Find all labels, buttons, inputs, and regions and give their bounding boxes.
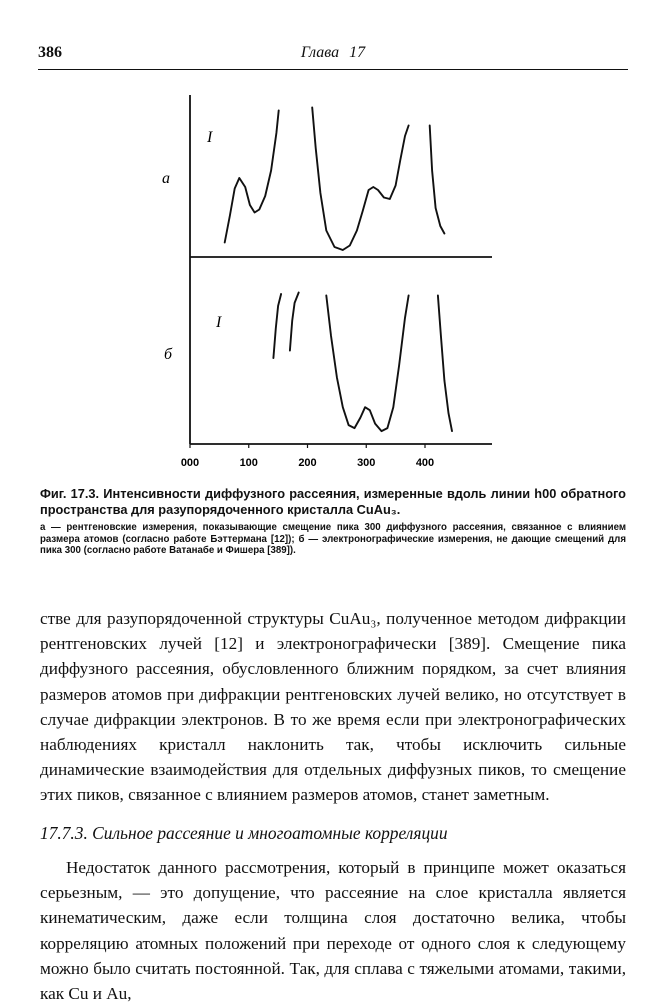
- panel-a-label: а: [162, 170, 170, 187]
- x-tick-label: 200: [298, 457, 317, 469]
- paragraph-2-text: Недостаток данного рассмотрения, который в принципе может оказаться серьезным, — это допущение, что рассеяние на слое кристалла является кинематическим, даже если толщина слоя достаточно велика, чтобы корреляцию атомных положений при переходе от одного слоя к следующему можно было считать постоянной. Так, для сплава с тяжелыми атомами, такими, как Cu и Au,: [40, 858, 626, 1004]
- body-paragraph-2: [40, 855, 626, 1006]
- intensity-curve-panel-a-segment-1: [225, 111, 279, 243]
- curve-a-ylabel: I: [207, 129, 213, 146]
- figure-curves: [225, 108, 452, 432]
- running-head-chapter-number: 17: [349, 44, 366, 61]
- figure-ticks: [181, 444, 434, 469]
- section-heading: 17.7.3. Сильное рассеяние и многоатомные корреляции: [40, 823, 448, 843]
- caption-legend: а — рентгеновские измерения, показывающие смещение пика 300 диффузного рассеяния, связанное с влиянием размера атомов (согласно работе Бэттермана [12]); б — электронографические измерения, не дающие смещений для пика 300 (согласно работе Ватанабе и Фишера [389]).: [40, 522, 626, 557]
- intensity-curve-panel-a-segment-2: [312, 108, 408, 251]
- intensity-curve-panel-b-segment-4: [438, 296, 452, 432]
- figure-17-3: [0, 0, 666, 480]
- caption-title: Фиг. 17.3. Интенсивности диффузного рассеяния, измеренные вдоль линии h00 обратного пространства для разупорядоченного кристалла CuAu₃.: [40, 486, 626, 517]
- x-tick-label: 100: [239, 457, 258, 469]
- x-tick-label: 400: [415, 457, 435, 469]
- paragraph-1-text: стве для разупорядоченной структуры CuAu₃, полученное методом дифракции рентгеновских лучей [12] и электронографически [389]. Смещение пика диффузного рассеяния, обусловленного ближним порядком, за счет влияния размеров атомов при дифракции рентгеновских лучей велико, но отсутствует в случае дифракции электронов. В то же время если при электронографических наблюдениях кристалл наклонить так, чтобы исключить сильные динамические взаимодействия для отдельных диффузных пиков, то смещение этих пиков, связанное с влиянием размеров атомов, станет заметным.: [40, 609, 626, 805]
- intensity-curve-panel-b-segment-3: [326, 296, 408, 432]
- x-tick-label: 000: [180, 457, 200, 469]
- intensity-curve-panel-b-segment-2: [290, 293, 299, 351]
- intensity-curve-panel-a-segment-3: [430, 126, 445, 234]
- running-head-chapter-word: Глава: [300, 44, 340, 61]
- curve-b-ylabel: I: [216, 314, 222, 331]
- figure-caption: [40, 486, 626, 557]
- x-tick-label: 300: [357, 457, 376, 469]
- page-number: 386: [38, 44, 62, 61]
- body-paragraph-1: [40, 606, 626, 808]
- intensity-curve-panel-b-segment-1: [273, 294, 281, 358]
- panel-b-label: б: [164, 346, 173, 363]
